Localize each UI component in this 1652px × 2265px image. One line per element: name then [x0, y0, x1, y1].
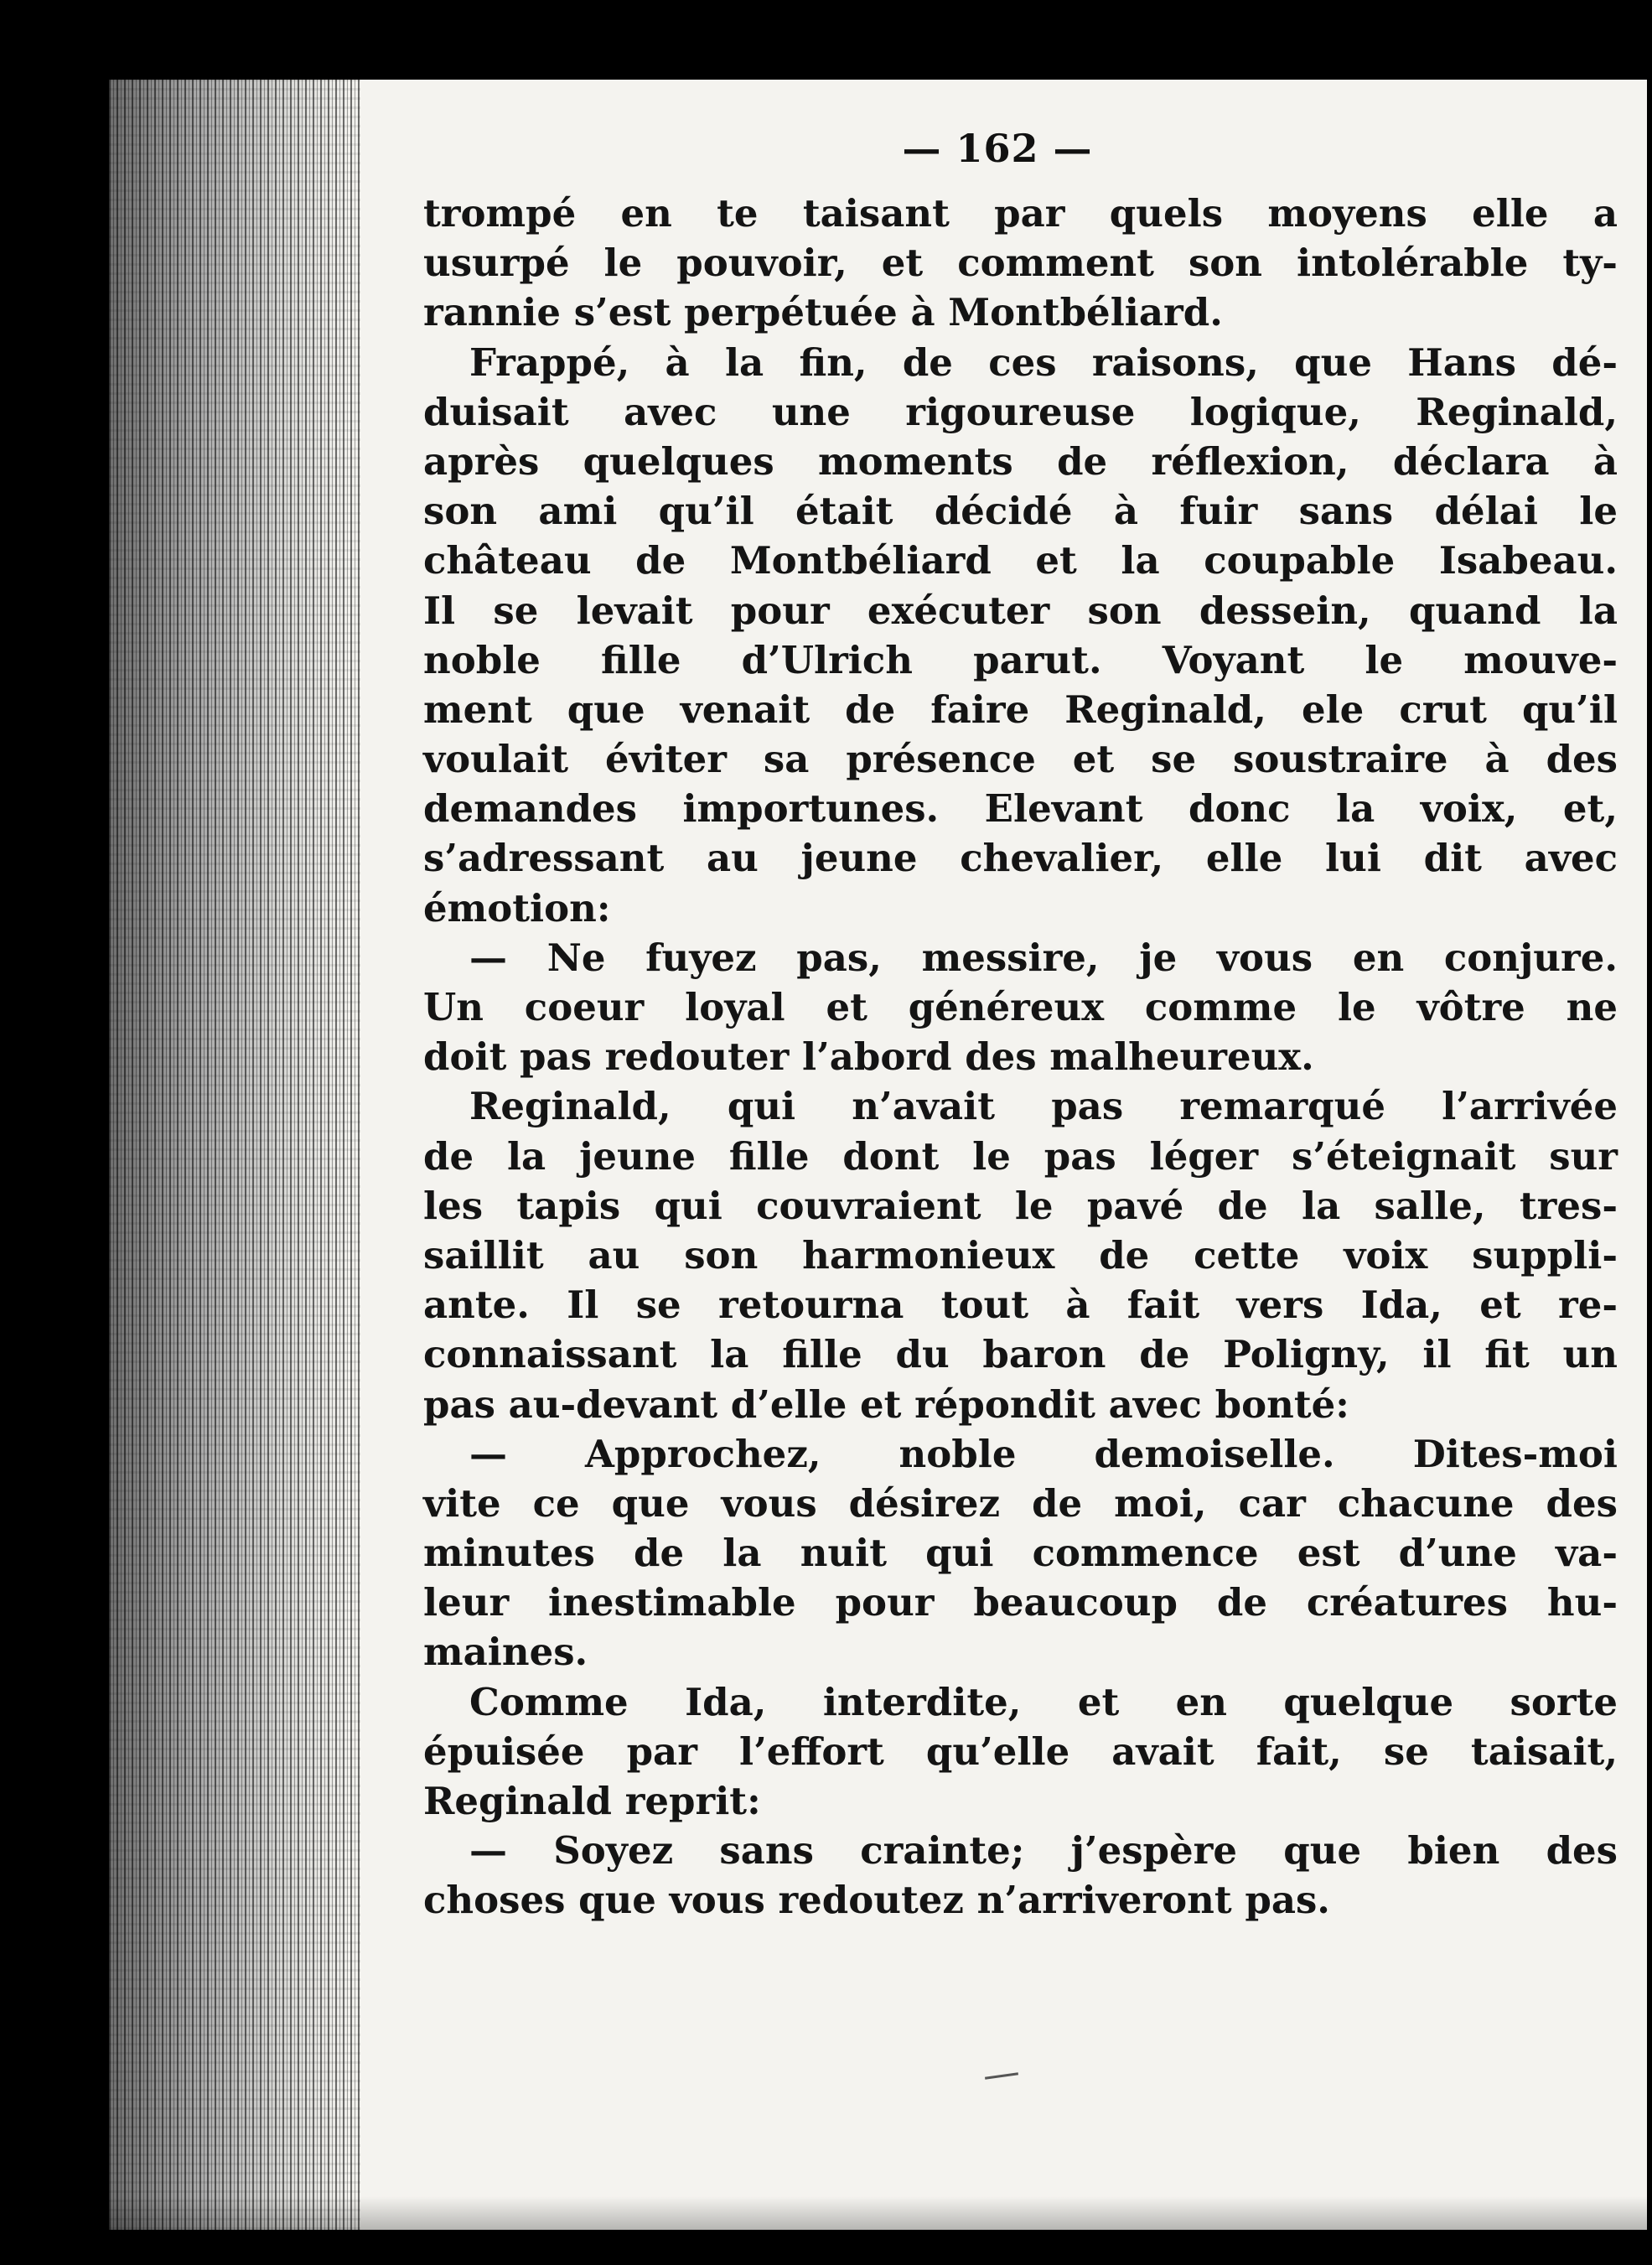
text-line: voulait éviter sa présence et se soustraire à des [423, 737, 1618, 782]
text-line: choses que vous redoutez n’arriveront pas. [423, 1878, 1330, 1923]
text-line: minutes de la nuit qui commence est d’une va- [423, 1531, 1618, 1576]
text-line: — Soyez sans crainte; j’espère que bien des [469, 1828, 1618, 1874]
text-line: saillit au son harmonieux de cette voix suppli- [423, 1232, 1618, 1278]
text-line: — Approchez, noble demoiselle. Dites-moi [469, 1431, 1618, 1476]
text-line: épuisée par l’effort qu’elle avait fait, se taisait, [423, 1729, 1618, 1774]
text-line: château de Montbéliard et la coupable Isabeau. [423, 538, 1618, 583]
text-line: ante. Il se retourna tout à fait vers Ida, et re- [423, 1283, 1618, 1328]
text-line: Frappé, à la fin, de ces raisons, que Hans dé- [469, 339, 1618, 385]
text-line: après quelques moments de réflexion, déclara à [423, 438, 1618, 484]
text-line: Il se levait pour exécuter son dessein, quand la [423, 588, 1618, 633]
text-line: — Ne fuyez pas, messire, je vous en conjure. [469, 935, 1618, 980]
text-line: Reginald, qui n’avait pas remarqué l’arrivée [469, 1084, 1618, 1129]
text-line: noble fille d’Ulrich parut. Voyant le mouve- [423, 637, 1618, 682]
text-line: émotion: [423, 885, 611, 930]
text-line: doit pas redouter l’abord des malheureux. [423, 1034, 1314, 1080]
text-line: leur inestimable pour beaucoup de créatures hu- [423, 1580, 1618, 1625]
text-line: pas au-devant d’elle et répondit avec bonté: [423, 1381, 1349, 1427]
text-line: rannie s’est perpétuée à Montbéliard. [423, 290, 1223, 335]
text-line: ment que venait de faire Reginald, ele crut qu’il [423, 687, 1618, 732]
text-line: Reginald reprit: [423, 1779, 761, 1823]
text-line: maines. [423, 1630, 588, 1675]
text-line: son ami qu’il était décidé à fuir sans délai le [423, 489, 1618, 534]
page-number: — 162 — [902, 126, 1093, 171]
text-line: trompé en te taisant par quels moyens elle a [423, 191, 1618, 236]
text-line: usurpé le pouvoir, et comment son intolérable ty- [423, 241, 1618, 286]
text-line: Un coeur loyal et généreux comme le vôtre ne [423, 985, 1618, 1029]
text-line: les tapis qui couvraient le pavé de la salle, tres- [423, 1183, 1618, 1228]
body-text [423, 189, 1618, 1926]
page-bottom-shadow [109, 2196, 1647, 2230]
text-line: duisait avec une rigoureuse logique, Reginald, [423, 389, 1618, 434]
text-line: connaissant la fille du baron de Poligny, il fit un [423, 1332, 1618, 1377]
text-line: vite ce que vous désirez de moi, car chacune des [423, 1480, 1618, 1526]
text-line: demandes importunes. Elevant donc la voix, et, [423, 786, 1618, 832]
text-line: s’adressant au jeune chevalier, elle lui dit avec [423, 836, 1618, 881]
text-line: de la jeune fille dont le pas léger s’éteignait sur [423, 1133, 1618, 1179]
page-edges [109, 80, 360, 2230]
text-line: Comme Ida, interdite, et en quelque sorte [469, 1679, 1618, 1724]
